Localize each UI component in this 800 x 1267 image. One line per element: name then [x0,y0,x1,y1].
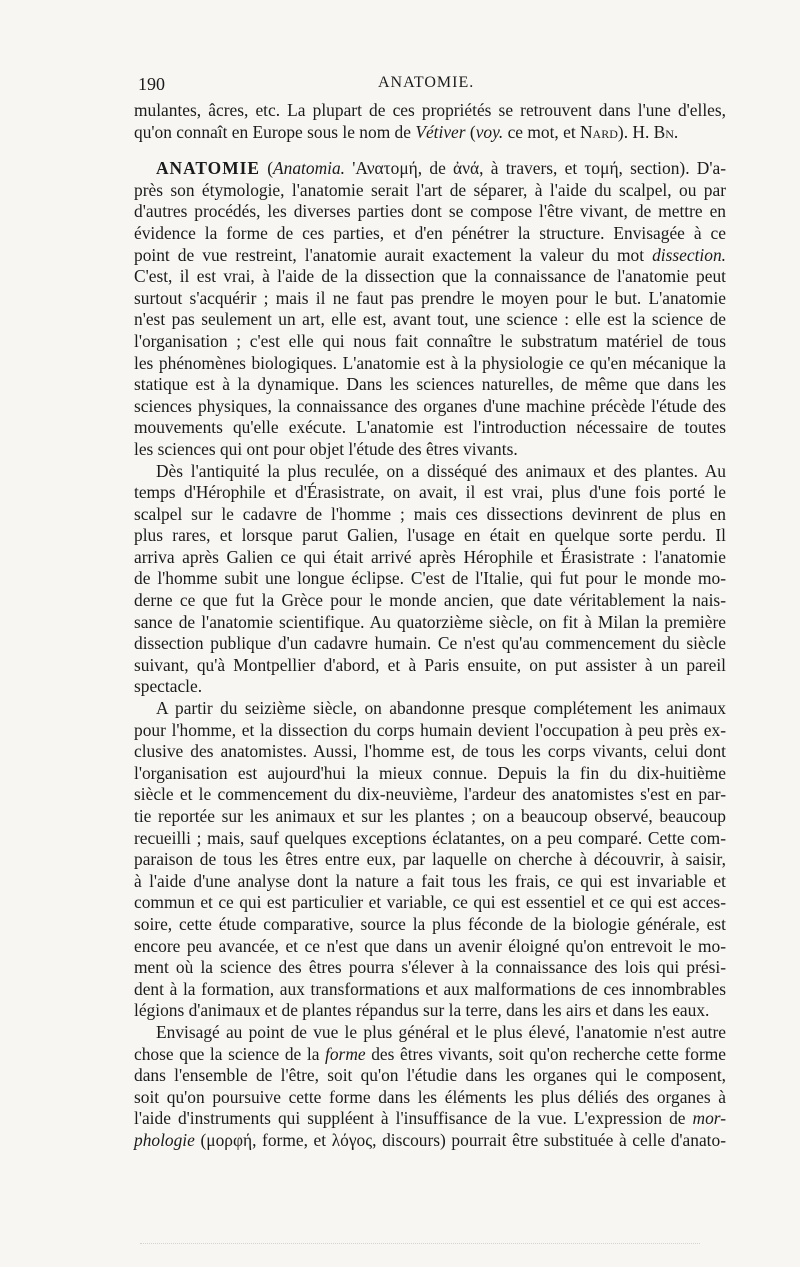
text-line: encore peu avancée, et ce n'est que dans un avenir éloigné qu'on entrevoit le mo- [134,935,726,956]
entry-gap [134,143,726,158]
entry-headword: ANATOMIE [156,158,260,179]
text-line: soire, cette étude comparative, source la plus féconde de la biologie générale, est [134,913,726,934]
text-run: l'aide d'instruments qui suppléent à l'insuffisance de la vue. L'expression de [134,1108,693,1129]
text-run: des êtres vivants, soit qu'on recherche cette forme [365,1043,726,1064]
text-line: mouvements qu'elle exécute. L'anatomie est l'introduction nécessaire de toutes [134,417,726,438]
text-run: chose que la science de la [134,1043,326,1064]
text-line: paraison de tous les êtres entre eux, par laquelle on cherche à découvrir, à saisir, [134,849,726,870]
page-number: 190 [138,74,165,94]
small-caps-term: Nard [580,121,618,142]
italic-term: phologie [134,1129,195,1150]
text-line: clusive des anatomistes. Aussi, l'homme est, de tous les corps vivants, celui dont [134,741,726,762]
text-line: statique est à la dynamique. Dans les sciences naturelles, de même que dans les [134,374,726,395]
text-line: légions d'animaux et de plantes répandus sur la terre, dans les airs et dans les eaux. [134,1000,710,1021]
text-line [134,1108,726,1130]
text-line: A partir du seizième siècle, on abandonne presque complétement les animaux [156,698,726,719]
text-line: suivant, qu'à Montpellier d'abord, et à Paris ensuite, on put assister à un pareil [134,654,726,675]
italic-term: mor- [692,1108,726,1129]
text-run: ( [259,158,274,179]
text-line: dissection publique d'un cadavre humain. Ce n'est qu'au commencement du siècle [134,633,726,654]
text-line [134,1130,726,1152]
text-run: qu'on connaît en Europe sous le nom de [134,121,416,142]
text-line [134,122,726,144]
text-line: C'est, il est vrai, à l'aide de la dissection que la connaissance de l'anatomie peut [134,266,726,287]
text-line: à l'aide d'une analyse dont la nature a fait tous les frais, ce qui est invariable et [134,870,726,891]
text-line: de l'homme subit une longue éclipse. C'est de l'Italie, qui fut pour le monde mo- [134,568,726,589]
text-line: dent à la formation, aux transformations et aux malformations de ces innombrables [134,978,726,999]
italic-term: voy. [475,121,504,142]
text-line: n'est pas seulement un art, elle est, avant tout, une science : elle est la science de [134,309,726,330]
text-run: 'Ανατομή, de ἀνά, à travers, et τομή, section). D'a- [345,158,726,179]
entry-paragraph [134,158,726,460]
text-line: siècle et le commencement du dix-neuvième, l'ardeur des anatomistes s'est en par- [134,784,726,805]
italic-term: Vétiver [415,121,466,142]
italic-term: Anatomia. [273,158,346,179]
text-run: ( [465,121,476,142]
modern-paragraph [134,698,726,1022]
text-line [134,158,726,180]
text-line: arriva après Galien ce qui était arrivé après Hérophile et Érasistrate : l'anatomie [134,546,726,567]
text-line: l'organisation est aujourd'hui la mieux connue. Depuis la fin du dix-huitième [134,762,726,783]
text-line: recueilli ; mais, sauf quelques exceptions éclatantes, on a peu comparé. Cette com- [134,827,726,848]
text-run: ). H. [617,121,654,142]
text-run: ce mot, et [503,121,580,142]
text-line: pour l'homme, et la dissection du corps humain devient l'occupation à peu près ex- [134,719,726,740]
page-footer-rule [140,1243,700,1250]
text-line: soit qu'on poursuive cette forme dans les éléments les plus déliés des organes à [134,1086,726,1107]
text-line: spectacle. [134,676,203,697]
text-line: plus rares, et lorsque parut Galien, l'usage en était en quelque sorte perdu. Il [134,525,726,546]
text-body [134,100,726,1152]
history-paragraph [134,461,726,699]
text-line: sciences physiques, la connaissance des organes d'une machine précède l'étude des [134,395,726,416]
text-run: point de vue restreint, l'anatomie aurait exactement la valeur du mot [134,244,653,265]
text-line: les phénomènes biologiques. L'anatomie est à la physiologie ce qu'en mécanique la [134,352,726,373]
text-line [134,245,726,267]
text-line: surtout s'acquérir ; mais il ne faut pas prendre le moyen pour le but. L'anatomie [134,287,726,308]
text-line: derne ce que fut la Grèce pour le monde ancien, que date véritablement la nais- [134,590,726,611]
italic-term: dissection. [652,244,726,265]
continuation-paragraph [134,100,726,143]
text-line: scalpel sur le cadavre de l'homme ; mais ces dissections devinrent de plus en [134,503,726,524]
text-line: dans l'ensemble de l'être, soit qu'on l'étudie dans les organes qui le composent, [134,1065,726,1086]
text-line: d'autres procédés, les diverses parties dont se compose l'être vivant, de mettre en [134,201,726,222]
text-line: Dès l'antiquité la plus reculée, on a disséqué des animaux et des plantes. Au [156,460,726,481]
text-line: temps d'Hérophile et d'Érasistrate, on avait, il est vrai, plus d'une fois porté le [134,482,726,503]
page-header [138,74,724,96]
text-line [134,1044,726,1066]
running-head: ANATOMIE. [378,74,475,91]
text-line: commun et ce qui est particulier et variable, ce qui est essentiel et ce qui est acces- [134,892,726,913]
text-line: évidence la forme de ces parties, et d'en pénétrer la structure. Envisagée à ce [134,222,726,243]
text-line: tie reportée sur les animaux et sur les plantes ; on a beaucoup observé, beaucoup [134,806,726,826]
text-line: l'organisation ; c'est elle qui nous fait connaître le substratum matériel de tous [134,330,726,351]
text-line: ment où la science des êtres pourra s'élever à la connaissance des lois qui prési- [134,957,726,978]
text-line: les sciences qui ont pour objet l'étude des êtres vivants. [134,438,518,459]
text-line: sance de l'anatomie scientifique. Au quatorzième siècle, on fit à Milan la première [134,611,726,632]
text-line: mulantes, âcres, etc. La plupart de ces propriétés se retrouvent dans l'une d'elles, [134,100,726,120]
text-line: près son étymologie, l'anatomie serait l'art de séparer, à l'aide du scalpel, ou par [134,179,726,200]
italic-term: forme [325,1043,366,1064]
text-run: (μορφή, forme, et λόγος, discours) pourrait être substituée à celle d'anato- [194,1129,726,1150]
morphology-paragraph [134,1022,726,1152]
author-initials: Bn. [653,121,679,142]
text-line: Envisagé au point de vue le plus général et le plus élevé, l'anatomie n'est autre [156,1021,726,1042]
